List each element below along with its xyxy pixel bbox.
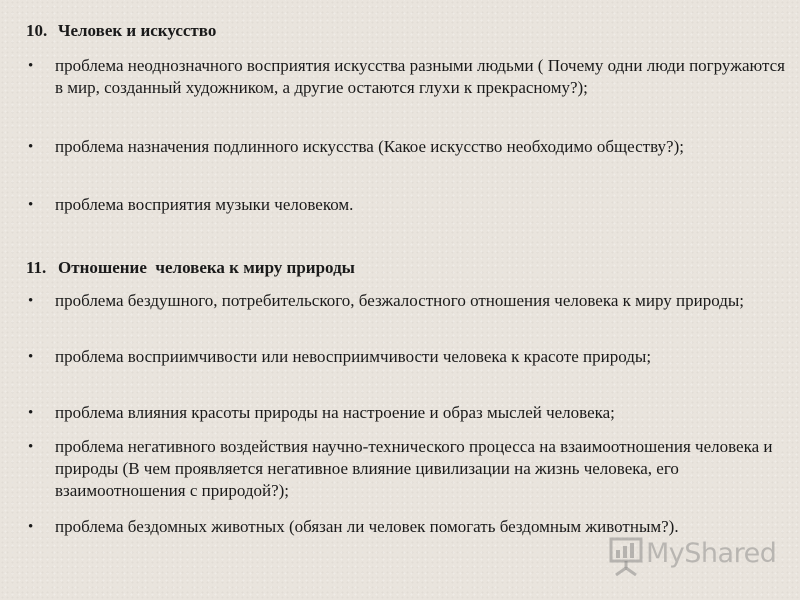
list-item [28, 290, 790, 312]
bullet: • [28, 439, 34, 455]
watermark [606, 534, 776, 578]
section-10-heading: Человек и искусство [58, 21, 217, 40]
presentation-board-icon [608, 534, 644, 576]
list-item [28, 136, 790, 158]
bullet: • [28, 197, 34, 213]
list-item [28, 194, 790, 216]
list-item-text: проблема неоднозначного восприятия искусства разными людьми ( Почему одни люди погружаются в мир, созданный художником, а другие остаются глухи к прекрасному?); [55, 56, 785, 97]
section-11-title [26, 258, 355, 278]
list-item [28, 402, 790, 424]
list-item [28, 346, 790, 368]
section-11-heading: Отношение человека к миру природы [58, 258, 355, 277]
bullet: • [28, 139, 34, 155]
section-11-number: 11. [26, 258, 47, 277]
section-10-title [26, 21, 216, 41]
list-item-text: проблема влияния красоты природы на настроение и образ мыслей человека; [55, 403, 615, 422]
bullet: • [28, 58, 34, 74]
list-item [28, 55, 790, 99]
list-item-text: проблема негативного воздействия научно-технического процесса на взаимоотношения человека и природы (В чем проявляется негативное влияние цивилизации на жизнь человека, его взаимоотношения с природой?); [55, 437, 773, 500]
bullet: • [28, 293, 34, 309]
bullet: • [28, 405, 34, 421]
bullet: • [28, 519, 34, 535]
watermark-text: MyShared [646, 538, 777, 569]
bullet: • [28, 349, 34, 365]
section-10-number: 10. [26, 21, 48, 40]
list-item-text: проблема бездомных животных (обязан ли человек помогать бездомным животным?). [55, 517, 679, 536]
list-item [28, 436, 790, 502]
list-item-text: проблема восприимчивости или невосприимчивости человека к красоте природы; [55, 347, 652, 366]
list-item-text: проблема восприятия музыки человеком. [55, 195, 354, 214]
list-item-text: проблема бездушного, потребительского, безжалостного отношения человека к миру природы; [55, 291, 745, 310]
list-item-text: проблема назначения подлинного искусства (Какое искусство необходимо обществу?); [55, 137, 684, 156]
